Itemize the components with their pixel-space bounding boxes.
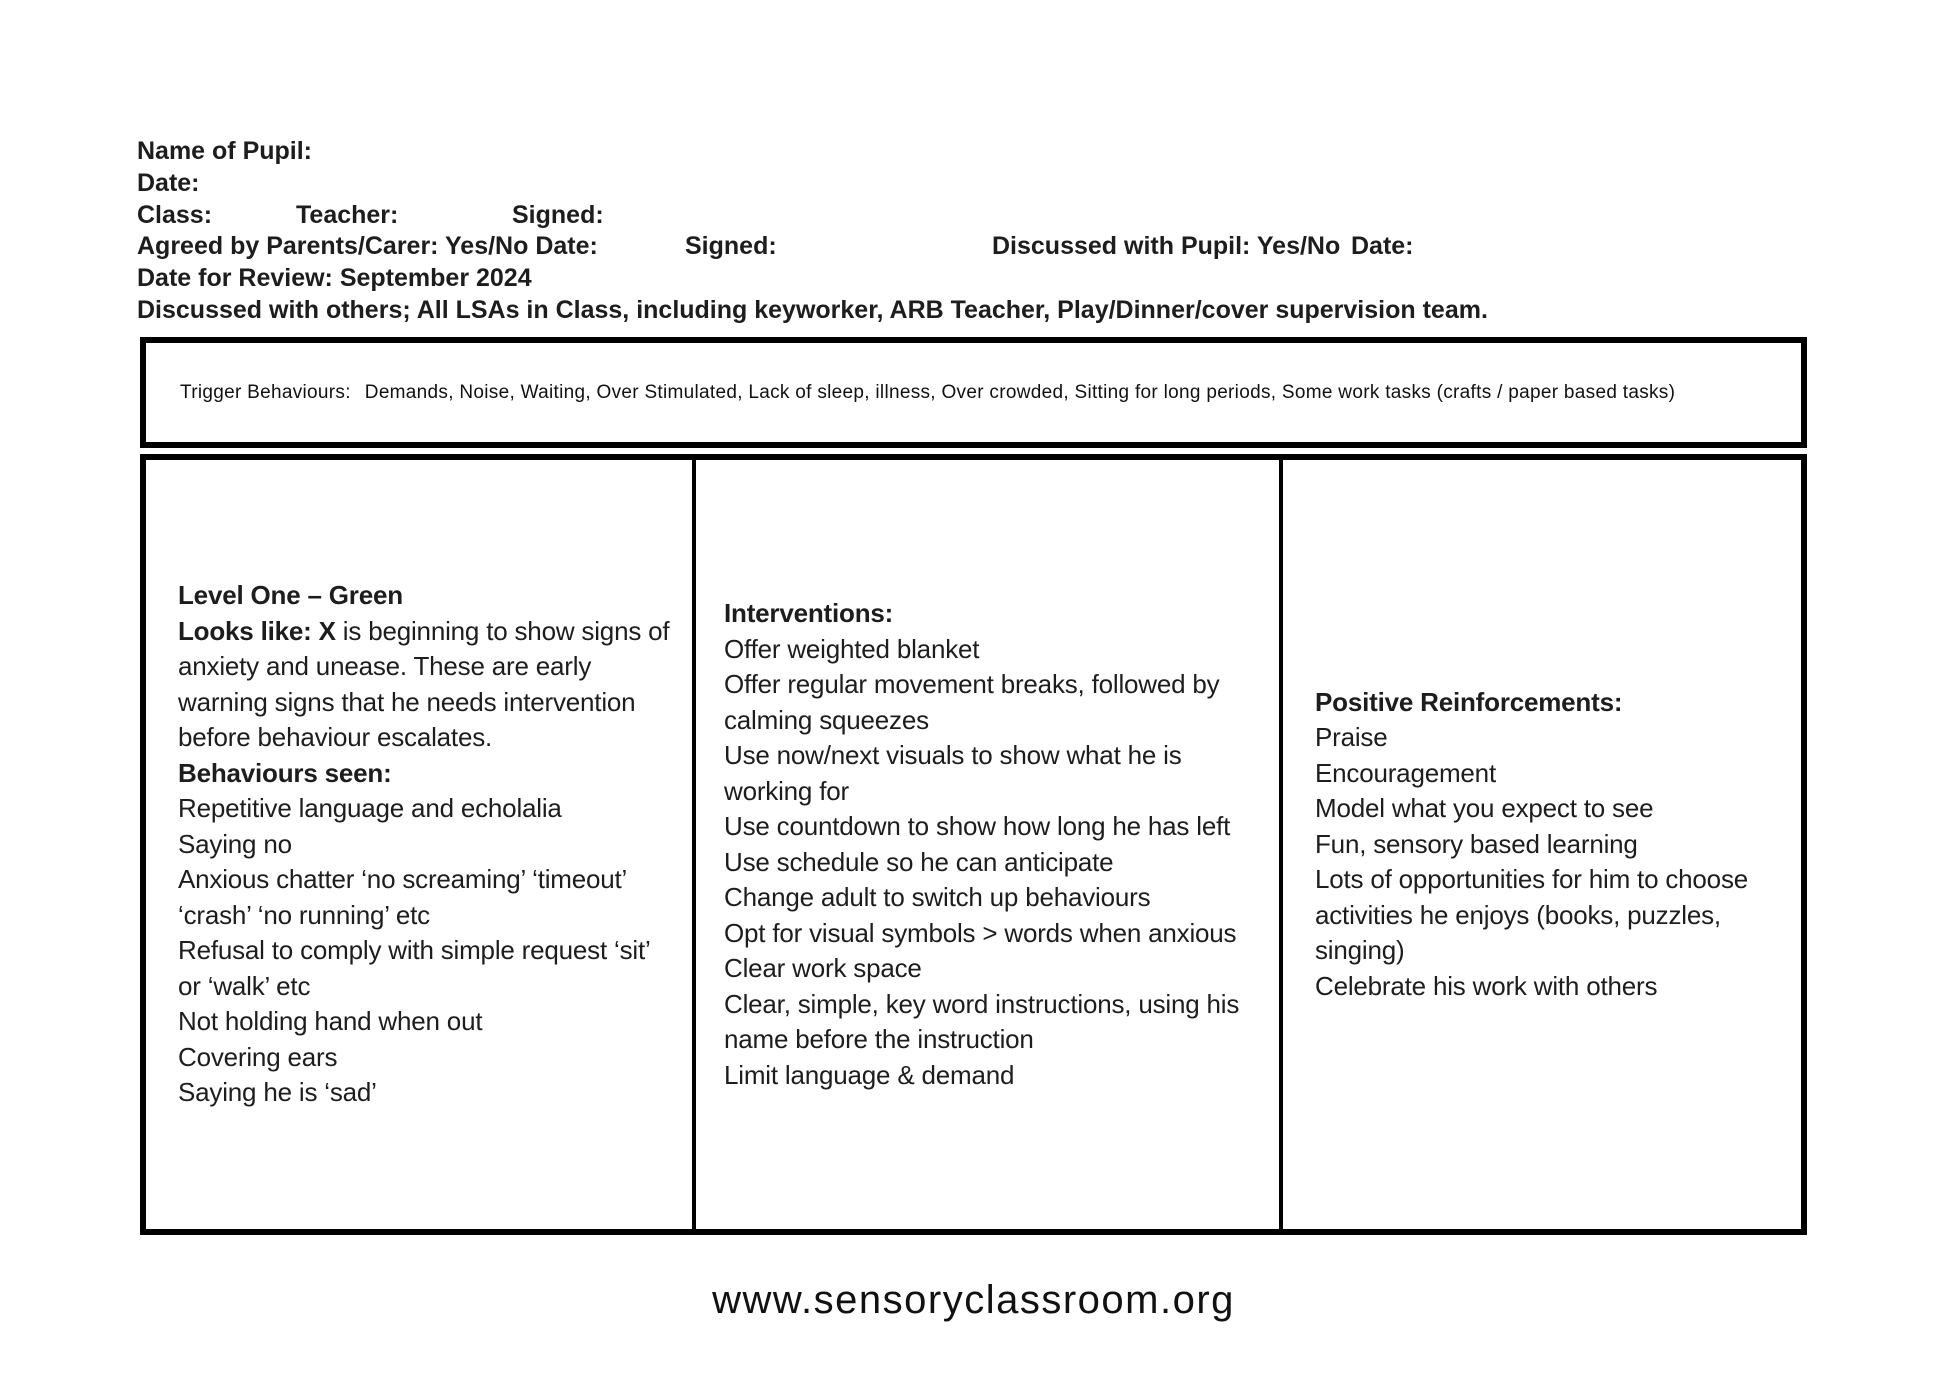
reinforcement-item: Model what you expect to see bbox=[1315, 793, 1654, 824]
website-url: www.sensoryclassroom.org bbox=[712, 1278, 1235, 1322]
intervention-item: Clear, simple, key word instructions, using his name before the instruction bbox=[724, 988, 1240, 1054]
behaviour-item: Refusal to comply with simple request ‘sit’ or ‘walk’ etc bbox=[178, 935, 650, 1001]
signed-label: Signed: bbox=[512, 200, 604, 229]
intervention-item: Use now/next visuals to show what he is working for bbox=[724, 740, 1182, 806]
reinforcement-item: Encouragement bbox=[1315, 757, 1496, 788]
behaviours-seen-heading: Behaviours seen: bbox=[178, 757, 392, 788]
interventions-column bbox=[692, 460, 1279, 1229]
teacher-label: Teacher: bbox=[296, 200, 399, 229]
date-label-2: Date: bbox=[1351, 232, 1414, 261]
discussed-with-pupil-label: Discussed with Pupil: Yes/No bbox=[992, 232, 1341, 261]
looks-like-text: is beginning to show signs of anxiety and unease. These are early warning signs that he needs intervention before behaviour escalates. bbox=[178, 615, 670, 753]
date-label: Date: bbox=[137, 168, 200, 197]
pupil-details-header bbox=[137, 136, 1837, 327]
discussed-with-others-line: Discussed with others; All LSAs in Class, including keyworker, ARB Teacher, Play/Dinner/cover supervision team. bbox=[137, 295, 1488, 324]
behaviour-item: Covering ears bbox=[178, 1041, 338, 1072]
agreed-by-parents-line bbox=[137, 231, 1837, 263]
reinforcement-item: Praise bbox=[1315, 722, 1388, 753]
behaviour-item: Repetitive language and echolalia bbox=[178, 793, 562, 824]
trigger-behaviours-value: Demands, Noise, Waiting, Over Stimulated, Lack of sleep, illness, Over crowded, Sitting for long periods, Some work tasks (crafts / paper based tasks) bbox=[364, 381, 1676, 403]
behaviour-item: Not holding hand when out bbox=[178, 1006, 483, 1037]
class-label: Class: bbox=[137, 200, 213, 229]
looks-like-label: Looks like: X bbox=[178, 615, 336, 646]
positive-reinforcements-column bbox=[1279, 460, 1801, 1229]
behaviour-item: Saying no bbox=[178, 828, 292, 859]
reinforcement-item: Celebrate his work with others bbox=[1315, 970, 1658, 1001]
behaviour-levels-table bbox=[140, 454, 1807, 1235]
intervention-item: Use countdown to show how long he has left bbox=[724, 811, 1231, 841]
intervention-item: Offer regular movement breaks, followed by calming squeezes bbox=[724, 669, 1220, 735]
trigger-behaviours-label: Trigger Behaviours: bbox=[180, 381, 351, 403]
name-of-pupil-label: Name of Pupil: bbox=[137, 137, 313, 165]
intervention-item: Opt for visual symbols > words when anxious bbox=[724, 917, 1237, 948]
agreed-by-parents-label: Agreed by Parents/Carer: Yes/No Date: bbox=[137, 232, 598, 261]
intervention-item: Use schedule so he can anticipate bbox=[724, 846, 1114, 877]
intervention-item: Change adult to switch up behaviours bbox=[724, 882, 1151, 912]
reinforcement-item: Lots of opportunities for him to choose activities he enjoys (books, puzzles, singing) bbox=[1315, 864, 1749, 966]
footer bbox=[140, 1278, 1807, 1323]
looks-like-paragraph bbox=[178, 614, 678, 756]
behaviour-item: Anxious chatter ‘no screaming’ ‘timeout’ ‘crash’ ‘no running’ etc bbox=[178, 864, 627, 930]
level-one-heading: Level One – Green bbox=[178, 580, 403, 611]
signed-label-2: Signed: bbox=[685, 232, 777, 261]
behaviour-item: Saying he is ‘sad’ bbox=[178, 1077, 377, 1108]
intervention-item: Limit language & demand bbox=[724, 1059, 1015, 1090]
intervention-item: Offer weighted blanket bbox=[724, 633, 980, 664]
interventions-heading: Interventions: bbox=[724, 598, 894, 628]
trigger-behaviours-box bbox=[140, 337, 1807, 448]
intervention-item: Clear work space bbox=[724, 953, 922, 983]
reinforcement-item: Fun, sensory based learning bbox=[1315, 828, 1638, 859]
date-for-review-line: Date for Review: September 2024 bbox=[137, 264, 532, 293]
level-one-green-column bbox=[146, 460, 692, 1229]
positive-reinforcements-heading: Positive Reinforcements: bbox=[1315, 686, 1623, 717]
class-teacher-signed-line bbox=[137, 200, 1837, 232]
